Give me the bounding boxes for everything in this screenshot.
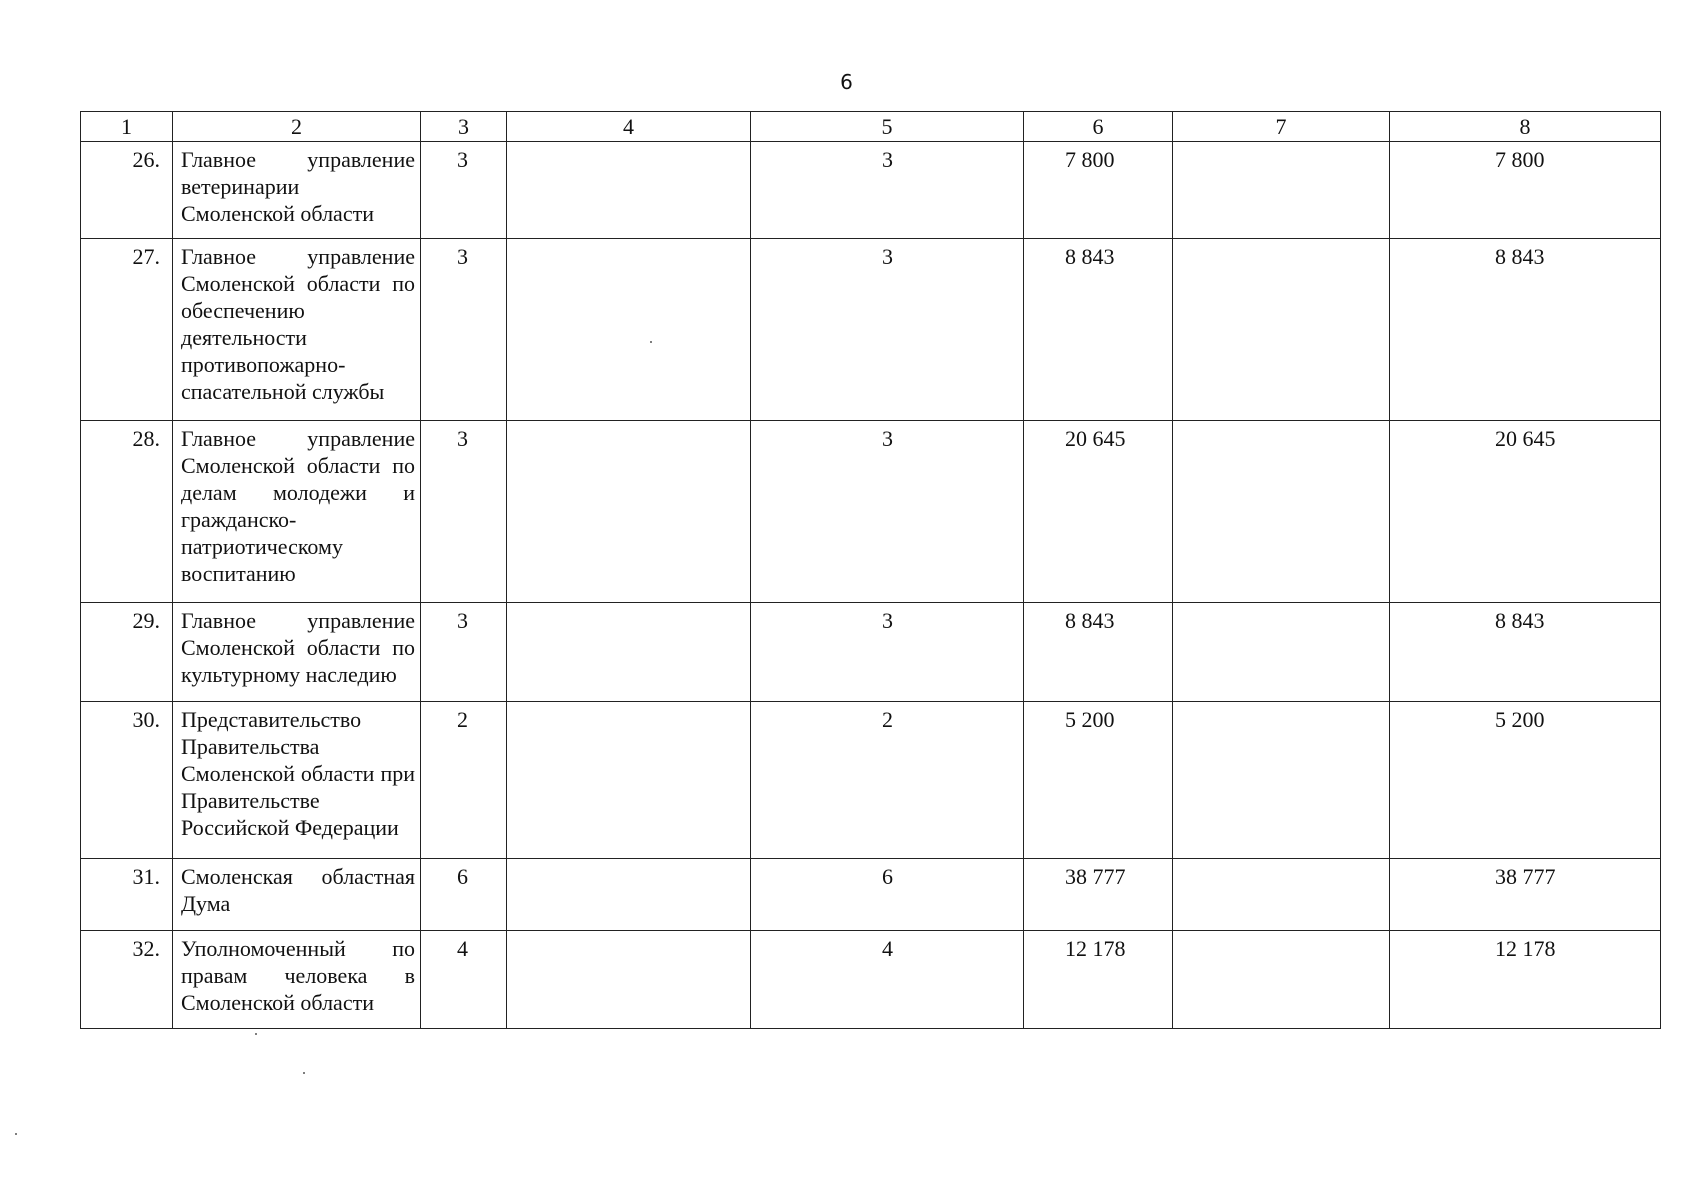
cell-col-7 (1173, 931, 1390, 1029)
scan-speck (15, 1133, 17, 1135)
organization-name: Уполномоченный по правам человека в Смоленской области (173, 931, 421, 1029)
column-header-8: 8 (1390, 112, 1661, 142)
organization-name: Главное управление Смоленской области по делам молодежи и гражданско-патриотическому воспитанию (173, 421, 421, 603)
cell-col-8: 20 645 (1390, 421, 1661, 603)
cell-col-6: 8 843 (1024, 603, 1173, 702)
column-header-5: 5 (751, 112, 1024, 142)
cell-col-6: 20 645 (1024, 421, 1173, 603)
column-header-6: 6 (1024, 112, 1173, 142)
table-row (81, 931, 1661, 1029)
cell-col-4 (507, 239, 751, 421)
column-header-4: 4 (507, 112, 751, 142)
row-number: 27. (81, 239, 173, 421)
cell-col-4 (507, 931, 751, 1029)
row-number: 28. (81, 421, 173, 603)
row-number: 31. (81, 859, 173, 931)
cell-col-7 (1173, 421, 1390, 603)
cell-col-7 (1173, 142, 1390, 239)
scan-speck (650, 341, 652, 343)
header-row (81, 112, 1661, 142)
cell-col-4 (507, 421, 751, 603)
cell-col-7 (1173, 859, 1390, 931)
cell-col-5: 6 (751, 859, 1024, 931)
row-number: 30. (81, 702, 173, 859)
cell-col-5: 4 (751, 931, 1024, 1029)
cell-col-8: 5 200 (1390, 702, 1661, 859)
cell-col-5: 3 (751, 603, 1024, 702)
scan-speck (255, 1033, 257, 1035)
column-header-1: 1 (81, 112, 173, 142)
column-header-3: 3 (421, 112, 507, 142)
cell-col-5: 3 (751, 421, 1024, 603)
organization-name: Главное управление ветеринарии Смоленской области (173, 142, 421, 239)
cell-col-7 (1173, 603, 1390, 702)
organization-name: Главное управление Смоленской области по культурному наследию (173, 603, 421, 702)
cell-col-5: 3 (751, 239, 1024, 421)
cell-col-8: 7 800 (1390, 142, 1661, 239)
table-row (81, 421, 1661, 603)
table-row (81, 859, 1661, 931)
cell-col-5: 2 (751, 702, 1024, 859)
page-number: 6 (840, 70, 853, 94)
column-header-7: 7 (1173, 112, 1390, 142)
table-row (81, 702, 1661, 859)
table-row (81, 239, 1661, 421)
cell-col-5: 3 (751, 142, 1024, 239)
appropriations-table (80, 111, 1661, 1029)
row-number: 32. (81, 931, 173, 1029)
cell-col-7 (1173, 239, 1390, 421)
cell-col-6: 5 200 (1024, 702, 1173, 859)
row-number: 29. (81, 603, 173, 702)
cell-col-3: 3 (421, 142, 507, 239)
cell-col-6: 38 777 (1024, 859, 1173, 931)
cell-col-3: 3 (421, 239, 507, 421)
row-number: 26. (81, 142, 173, 239)
cell-col-7 (1173, 702, 1390, 859)
cell-col-4 (507, 142, 751, 239)
cell-col-6: 12 178 (1024, 931, 1173, 1029)
cell-col-4 (507, 702, 751, 859)
table-row (81, 603, 1661, 702)
table-row (81, 142, 1661, 239)
organization-name: Смоленская областная Дума (173, 859, 421, 931)
column-header-2: 2 (173, 112, 421, 142)
cell-col-3: 6 (421, 859, 507, 931)
cell-col-6: 8 843 (1024, 239, 1173, 421)
cell-col-4 (507, 603, 751, 702)
cell-col-3: 2 (421, 702, 507, 859)
cell-col-8: 8 843 (1390, 603, 1661, 702)
cell-col-6: 7 800 (1024, 142, 1173, 239)
organization-name: Главное управление Смоленской области по обеспечению деятельности противопожарно-спасательной службы (173, 239, 421, 421)
cell-col-3: 4 (421, 931, 507, 1029)
scan-speck (303, 1072, 305, 1074)
cell-col-8: 38 777 (1390, 859, 1661, 931)
cell-col-3: 3 (421, 603, 507, 702)
organization-name: Представительство Правительства Смоленской области при Правительстве Российской Федерации (173, 702, 421, 859)
cell-col-8: 12 178 (1390, 931, 1661, 1029)
cell-col-3: 3 (421, 421, 507, 603)
cell-col-4 (507, 859, 751, 931)
cell-col-8: 8 843 (1390, 239, 1661, 421)
